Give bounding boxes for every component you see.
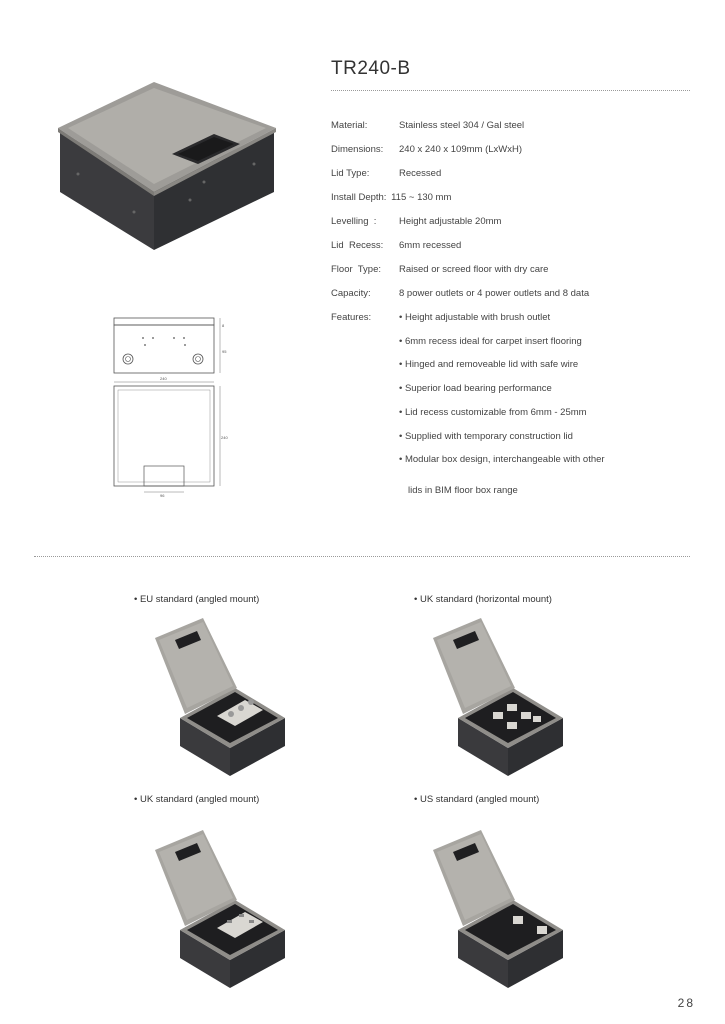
- spec-lid-type: [331, 168, 442, 179]
- spec-value: Recessed: [399, 168, 442, 179]
- spec-label: Capacity:: [331, 288, 371, 299]
- spec-label: Dimensions:: [331, 144, 384, 155]
- drawing-outlet: [144, 466, 184, 486]
- dim-lid-label: 8: [222, 323, 225, 328]
- product-image-uk-angled: [155, 830, 295, 990]
- section-divider: [34, 556, 690, 557]
- spec-material: [331, 120, 525, 131]
- spec-value: 115 ~ 130 mm: [391, 192, 452, 203]
- spec-lid-recess: [331, 240, 462, 251]
- spec-features: [331, 312, 371, 323]
- drawing-box-side: [114, 325, 214, 373]
- dim-width-label: 240: [160, 376, 167, 381]
- spec-label: Material:: [331, 120, 368, 131]
- product-image-closed: [54, 82, 284, 252]
- spec-dimensions: [331, 144, 523, 155]
- feature-item: • Height adjustable with brush outlet: [399, 312, 551, 323]
- feature-item: • 6mm recess ideal for carpet insert flooring: [399, 336, 582, 347]
- dim-depth-label: 95: [222, 349, 227, 354]
- feature-item: • Superior load bearing performance: [399, 383, 552, 394]
- spec-value: 8 power outlets or 4 power outlets and 8 data: [399, 288, 590, 299]
- spec-value: 6mm recessed: [399, 240, 462, 251]
- spec-label: Levelling :: [331, 216, 377, 227]
- technical-drawing: [108, 315, 233, 500]
- dim-height-label: 240: [221, 435, 228, 440]
- feature-item: • Modular box design, interchangeable with other: [399, 454, 605, 465]
- dim-outlet-label: 96: [160, 493, 165, 498]
- spec-label: Features:: [331, 312, 372, 323]
- feature-item: • Hinged and removeable lid with safe wire: [399, 359, 579, 370]
- variant-label-us-angled: • US standard (angled mount): [414, 794, 540, 805]
- product-image-eu-angled: [155, 618, 295, 778]
- variant-label-uk-horizontal: • UK standard (horizontal mount): [414, 594, 552, 605]
- spec-label: Lid Recess:: [331, 240, 384, 251]
- spec-levelling: [331, 216, 502, 227]
- product-title: TR240-B: [331, 58, 411, 79]
- variant-label-uk-angled: • UK standard (angled mount): [134, 794, 260, 805]
- feature-item: lids in BIM floor box range: [408, 485, 518, 496]
- drawing-top-view: [114, 386, 214, 486]
- product-image-us-angled: [433, 830, 573, 990]
- variant-label-eu-angled: • EU standard (angled mount): [134, 594, 260, 605]
- spec-value: Stainless steel 304 / Gal steel: [399, 120, 525, 131]
- title-divider: [331, 90, 690, 91]
- spec-value: Height adjustable 20mm: [399, 216, 502, 227]
- spec-value: 240 x 240 x 109mm (LxWxH): [399, 144, 523, 155]
- drawing-lid-side: [114, 318, 214, 325]
- spec-label: Lid Type:: [331, 168, 370, 179]
- feature-item: • Supplied with temporary construction lid: [399, 431, 573, 442]
- spec-value: Raised or screed floor with dry care: [399, 264, 549, 275]
- feature-item: • Lid recess customizable from 6mm - 25mm: [399, 407, 587, 418]
- spec-install-depth: [331, 192, 451, 203]
- product-image-uk-horizontal: [433, 618, 573, 778]
- spec-capacity: [331, 288, 590, 299]
- page-number: 28: [677, 996, 695, 1010]
- spec-label: Install Depth:: [331, 192, 387, 203]
- spec-floor-type: [331, 264, 549, 275]
- spec-label: Floor Type:: [331, 264, 381, 275]
